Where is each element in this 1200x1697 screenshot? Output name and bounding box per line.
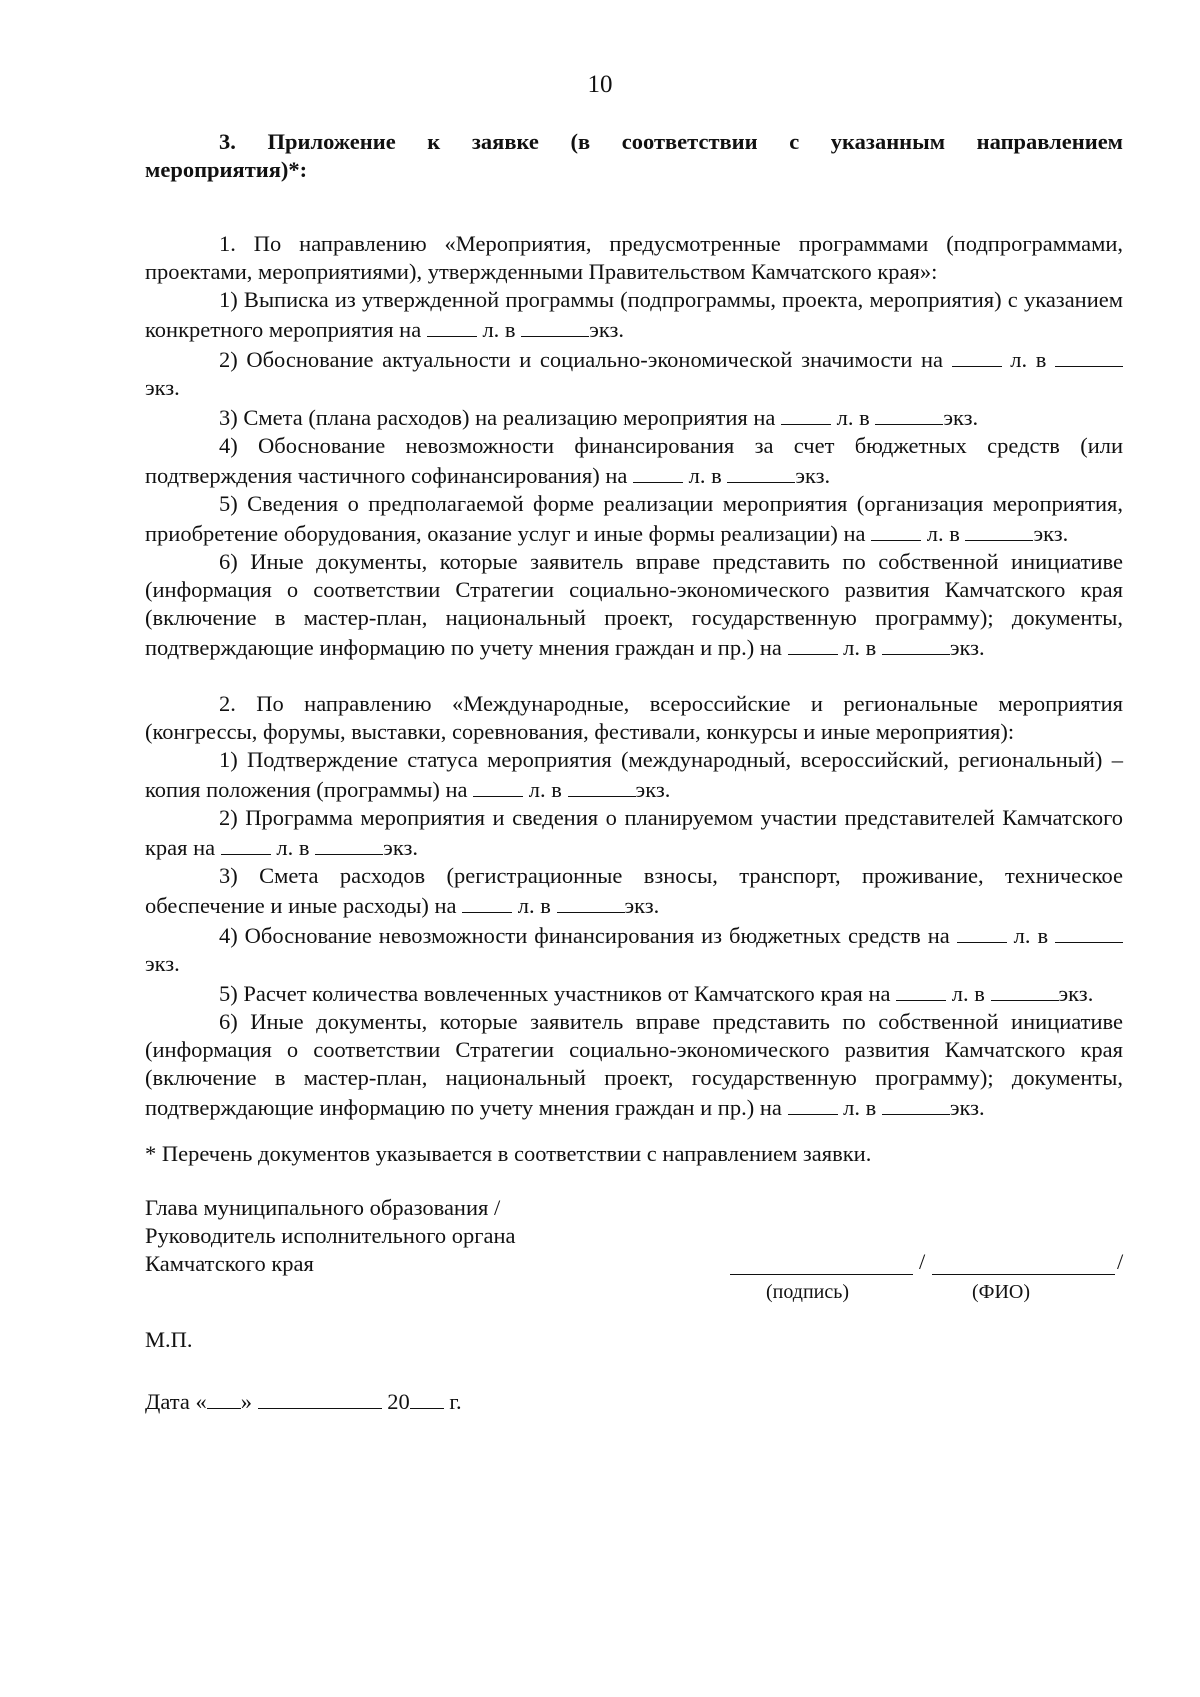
document-body	[145, 128, 1123, 1416]
section2-item-4: 4) Обоснование невозможности финансирования из бюджетных средств на л. в экз.	[145, 920, 1123, 978]
section1-item-3: 3) Смета (плана расходов) на реализацию мероприятия на л. в экз.	[145, 402, 1123, 432]
date-year-blank[interactable]	[410, 1386, 444, 1409]
section1-item-5: 5) Сведения о предполагаемой форме реализации мероприятия (организация мероприятия, приобретение оборудования, оказание услуг и иные формы реализации) на л. в экз.	[145, 491, 1123, 546]
date-year-suffix: г.	[449, 1389, 462, 1414]
sheets-blank[interactable]	[221, 832, 271, 855]
date-line	[145, 1386, 1123, 1416]
signature-blank[interactable]	[730, 1274, 913, 1275]
sheets-blank[interactable]	[871, 518, 921, 541]
sheets-blank[interactable]	[788, 632, 838, 655]
copies-blank[interactable]	[727, 460, 795, 483]
copies-blank[interactable]	[315, 832, 383, 855]
section2-item-5: 5) Расчет количества вовлеченных участников от Камчатского края на л. в экз.	[145, 978, 1123, 1008]
date-month-blank[interactable]	[258, 1386, 382, 1409]
name-caption: (ФИО)	[972, 1281, 1031, 1303]
date-close-quote: »	[240, 1389, 252, 1414]
sheets-blank[interactable]	[633, 460, 683, 483]
sheets-blank[interactable]	[462, 890, 512, 913]
footnote: * Перечень документов указывается в соответствии с направлением заявки.	[145, 1141, 872, 1166]
section1-item-1: 1) Выписка из утвержденной программы (подпрограммы, проекта, мероприятия) с указанием конкретного мероприятия на л. в экз.	[145, 287, 1123, 342]
section1-item-6: 6) Иные документы, которые заявитель вправе представить по собственной инициативе (информация о соответствии Стратегии социально-экономического развития Камчатского края (включение в мастер-план, национальный проект, государственную программу); документы, подтверждающие информацию по учету мнения граждан и пр.) на л. в экз.	[145, 549, 1123, 660]
signature-block	[145, 1194, 1123, 1302]
sheets-blank[interactable]	[788, 1092, 838, 1115]
sheets-blank[interactable]	[952, 344, 1002, 367]
sheets-blank[interactable]	[473, 774, 523, 797]
sheets-blank[interactable]	[957, 920, 1007, 943]
section1-item-2: 2) Обоснование актуальности и социально-экономической значимости на л. в экз.	[145, 344, 1123, 402]
copies-blank[interactable]	[882, 632, 950, 655]
section2-item-1: 1) Подтверждение статуса мероприятия (международный, всероссийский, региональный) – копия положения (программы) на л. в экз.	[145, 747, 1123, 802]
name-slash: /	[1117, 1249, 1124, 1274]
copies-blank[interactable]	[882, 1092, 950, 1115]
copies-blank[interactable]	[1055, 344, 1123, 367]
sheets-blank[interactable]	[781, 402, 831, 425]
position-line-3: Камчатского края	[145, 1251, 314, 1276]
signature-caption: (подпись)	[766, 1281, 850, 1303]
signature-fields	[730, 1249, 1124, 1312]
section1-intro: 1. По направлению «Мероприятия, предусмотренные программами (подпрограммами, проектами, мероприятиями), утвержденными Правительством Камчатского края»:	[145, 231, 1123, 284]
stamp-label: М.П.	[145, 1327, 193, 1352]
position-line-1: Глава муниципального образования /	[145, 1195, 501, 1220]
copies-blank[interactable]	[965, 518, 1033, 541]
section-heading	[145, 128, 1123, 184]
date-day-blank[interactable]	[207, 1386, 241, 1409]
copies-blank[interactable]	[557, 890, 625, 913]
sheets-blank[interactable]	[427, 314, 477, 337]
signature-slash: /	[919, 1249, 926, 1274]
date-year-prefix: 20	[387, 1389, 410, 1414]
section2-intro: 2. По направлению «Международные, всероссийские и региональные мероприятия (конгрессы, форумы, выставки, соревнования, фестивали, конкурсы и иные мероприятия):	[145, 691, 1123, 744]
section2-item-3: 3) Смета расходов (регистрационные взносы, транспорт, проживание, техническое обеспечение и иные расходы) на л. в экз.	[145, 863, 1123, 918]
sheets-blank[interactable]	[896, 978, 946, 1001]
copies-blank[interactable]	[875, 402, 943, 425]
copies-blank[interactable]	[521, 314, 589, 337]
section2-item-6: 6) Иные документы, которые заявитель вправе представить по собственной инициативе (информация о соответствии Стратегии социально-экономического развития Камчатского края (включение в мастер-план, национальный проект, государственную программу); документы, подтверждающие информацию по учету мнения граждан и пр.) на л. в экз.	[145, 1009, 1123, 1120]
copies-blank[interactable]	[568, 774, 636, 797]
section1-item-4: 4) Обоснование невозможности финансирования за счет бюджетных средств (или подтверждения частичного софинансирования) на л. в экз.	[145, 433, 1123, 488]
page-number: 10	[587, 71, 613, 98]
heading-line-2: мероприятия)*:	[145, 157, 308, 182]
copies-blank[interactable]	[1055, 920, 1123, 943]
copies-blank[interactable]	[991, 978, 1059, 1001]
heading-line-1: 3. Приложение к заявке (в соответствии с указанным направлением	[219, 129, 1123, 154]
position-line-2: Руководитель исполнительного органа	[145, 1223, 516, 1248]
section2-item-2: 2) Программа мероприятия и сведения о планируемом участии представителей Камчатского края на л. в экз.	[145, 805, 1123, 860]
date-label: Дата «	[145, 1389, 207, 1414]
name-blank[interactable]	[932, 1274, 1115, 1275]
